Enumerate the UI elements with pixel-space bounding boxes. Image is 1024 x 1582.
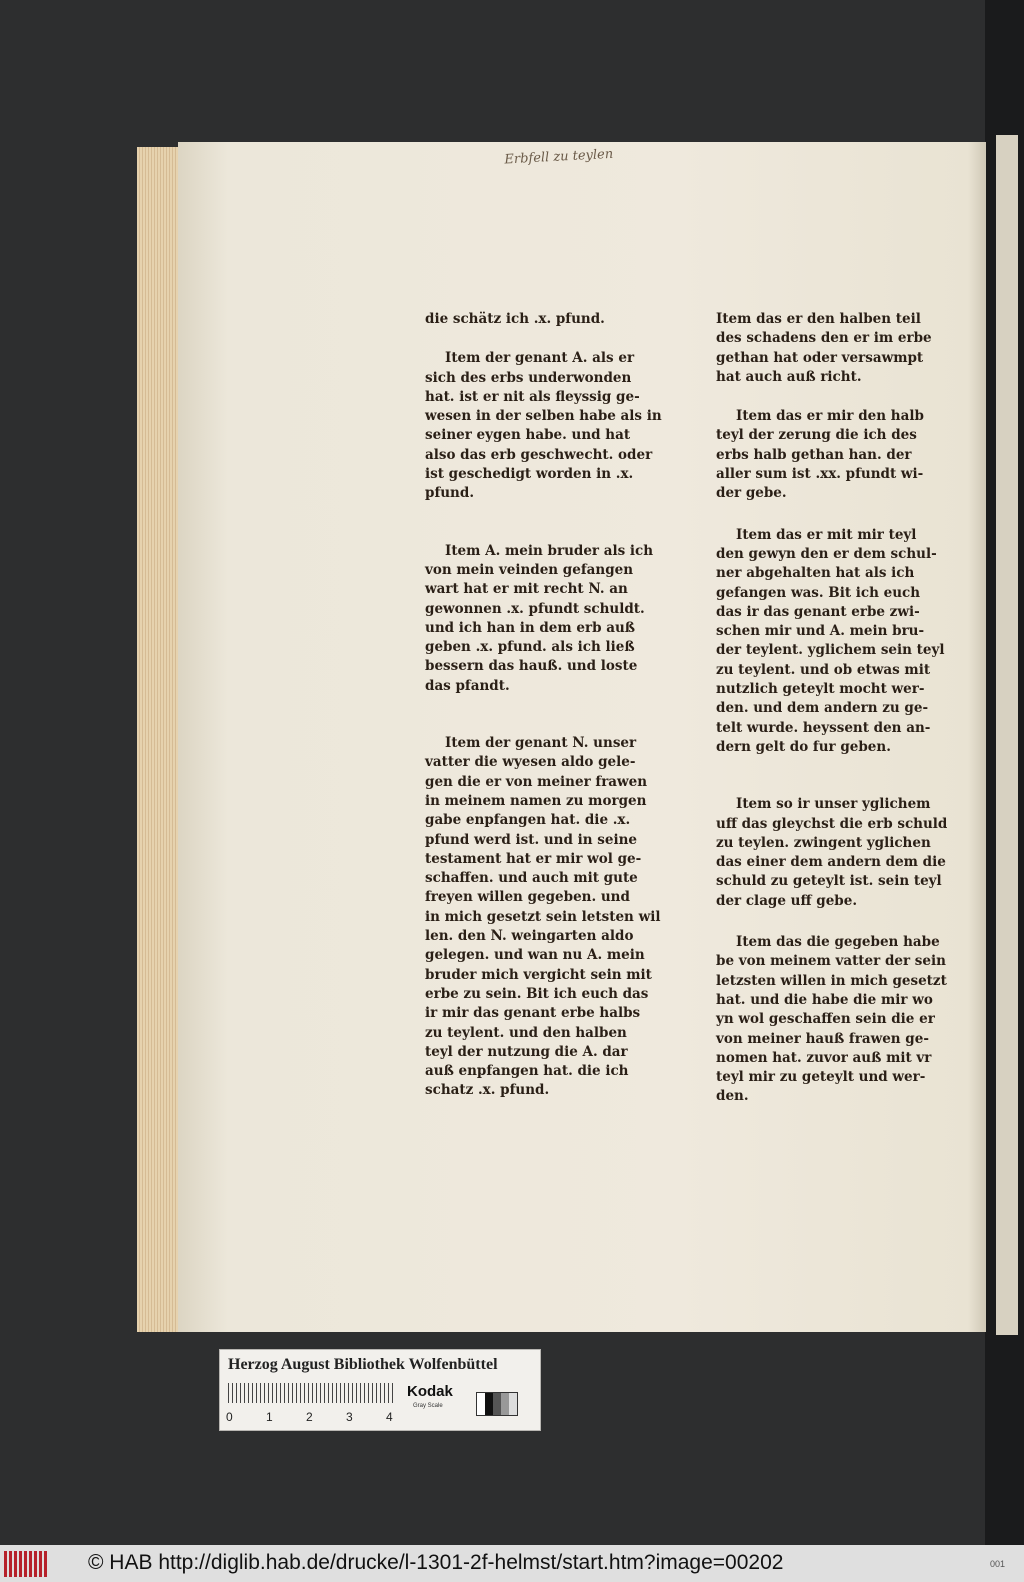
hab-logo-icon	[4, 1551, 48, 1577]
text-line: uff das gleychst die erb schuld	[716, 815, 948, 832]
text-line: wesen in der selben habe als in	[425, 408, 662, 425]
left-text-column	[425, 310, 660, 1123]
paragraph	[716, 407, 956, 503]
text-line: gen die er von meiner frawen	[425, 773, 648, 790]
text-line: von mein veinden gefangen	[425, 561, 634, 578]
text-line: ir mir das genant erbe halbs	[425, 1005, 641, 1022]
text-line: in mich gesetzt sein letsten wil	[425, 908, 661, 925]
text-line: ner abgehalten hat als ich	[716, 565, 915, 582]
text-line: hat auch auß richt.	[716, 368, 862, 385]
text-line: der teylent. yglichem sein teyl	[716, 642, 945, 659]
gray-scale-patch	[476, 1392, 518, 1416]
paragraph	[716, 526, 956, 758]
text-line: in meinem namen zu morgen	[425, 792, 647, 809]
text-line: Item der genant N. unser	[445, 735, 637, 752]
text-line: len. den N. weingarten aldo	[425, 928, 634, 945]
ruler-numbers	[226, 1410, 396, 1426]
text-line: also das erb geschwecht. oder	[425, 446, 653, 463]
text-line: sich des erbs underwonden	[425, 369, 632, 386]
text-line: schaffen. und auch mit gute	[425, 870, 638, 887]
kodak-subtitle: Gray Scale	[413, 1403, 443, 1409]
text-line: schen mir und A. mein bru-	[716, 623, 925, 640]
text-line: gethan hat oder versawmpt	[716, 349, 924, 366]
text-line: nutzlich geteylt mocht wer-	[716, 681, 925, 698]
text-line: bruder mich vergicht sein mit	[425, 966, 652, 983]
text-line: den. und dem andern zu ge-	[716, 700, 929, 717]
text-line: das einer dem andern dem die	[716, 854, 946, 871]
ruler-number: 3	[346, 1410, 353, 1424]
text-line: und ich han in dem erb auß	[425, 619, 636, 636]
text-line: gabe enpfangen hat. die .x.	[425, 812, 631, 829]
text-line: zu teylent. und ob etwas mit	[716, 661, 931, 678]
scale-ruler	[228, 1383, 393, 1403]
ruler-number: 1	[266, 1410, 273, 1424]
text-line: hat. und die habe die mir wo	[716, 991, 933, 1008]
text-line: be von meinem vatter der sein	[716, 953, 946, 970]
text-line: Item A. mein bruder als ich	[445, 542, 654, 559]
text-line: Item das er den halben teil	[716, 311, 921, 327]
text-line: ist geschedigt worden in .x.	[425, 466, 634, 483]
handwritten-annotation: Erbfell zu teylen	[504, 146, 614, 168]
text-line: zu teylent. und den halben	[425, 1024, 627, 1041]
color-target-card	[219, 1349, 541, 1431]
text-line: letzsten willen in mich gesetzt	[716, 972, 947, 989]
right-text-column	[716, 310, 956, 1129]
text-line: dern gelt do fur geben.	[716, 738, 891, 755]
text-line: schuld zu geteylt ist. sein teyl	[716, 873, 942, 890]
facing-page-edge	[996, 135, 1018, 1335]
text-line: erbs halb gethan han. der	[716, 446, 912, 463]
text-line: Item das er mit mir teyl	[736, 526, 917, 543]
text-line: der gebe.	[716, 485, 787, 502]
paragraph	[716, 933, 956, 1107]
text-line: aller sum ist .xx. pfundt wi-	[716, 466, 924, 483]
text-line: Item so ir unser yglichem	[736, 796, 931, 813]
text-line: zu teylen. zwingent yglichen	[716, 834, 931, 851]
text-line: von meiner hauß frawen ge-	[716, 1030, 929, 1047]
text-line: nomen hat. zuvor auß mit vr	[716, 1049, 932, 1066]
text-line: Item das die gegeben habe	[736, 934, 940, 951]
text-line: den.	[716, 1088, 749, 1105]
footer-mark: 001	[990, 1559, 1006, 1569]
library-name: Herzog August Bibliothek Wolfenbüttel	[228, 1356, 498, 1373]
text-line: geben .x. pfund. als ich ließ	[425, 639, 635, 656]
text-line: testament hat er mir wol ge-	[425, 850, 642, 867]
text-line: yn wol geschaffen sein die er	[716, 1011, 935, 1028]
text-line: freyen willen gegeben. und	[425, 889, 630, 906]
text-line: die schätz ich .x. pfund.	[425, 311, 605, 327]
kodak-logo: Kodak	[407, 1383, 453, 1400]
text-line: der clage uff gebe.	[716, 892, 858, 909]
text-line: telt wurde. heyssent den an-	[716, 719, 931, 736]
ruler-number: 0	[226, 1410, 233, 1424]
text-line: den gewyn den er dem schul-	[716, 545, 937, 562]
text-line: hat. ist er nit als fleyssig ge-	[425, 388, 640, 405]
footer-bar	[0, 1545, 1024, 1582]
text-line: teyl mir zu geteylt und wer-	[716, 1069, 926, 1086]
text-line: seiner eygen habe. und hat	[425, 427, 631, 444]
text-line: gewonnen .x. pfundt schuldt.	[425, 600, 645, 617]
text-line: des schadens den er im erbe	[716, 330, 932, 347]
footer-url-text[interactable]: © HAB http://diglib.hab.de/drucke/l-1301-2f-helmst/start.htm?image=00202	[88, 1551, 784, 1574]
text-line: schatz .x. pfund.	[425, 1082, 550, 1099]
text-line: Item der genant A. als er	[445, 350, 635, 367]
ruler-number: 2	[306, 1410, 313, 1424]
paragraph	[425, 310, 660, 329]
ruler-number: 4	[386, 1410, 393, 1424]
paragraph	[425, 734, 660, 1101]
text-line: teyl der zerung die ich des	[716, 427, 917, 444]
text-line: pfund werd ist. und in seine	[425, 831, 637, 848]
text-line: gelegen. und wan nu A. mein	[425, 947, 645, 964]
text-line: das ir das genant erbe zwi-	[716, 603, 920, 620]
text-line: Item das er mir den halb	[736, 408, 924, 425]
paragraph	[425, 349, 660, 503]
text-line: wart hat er mit recht N. an	[425, 581, 628, 598]
text-line: erbe zu sein. Bit ich euch das	[425, 985, 649, 1002]
paragraph	[425, 542, 660, 696]
text-line: bessern das hauß. und loste	[425, 658, 638, 675]
text-line: auß enpfangen hat. die ich	[425, 1063, 629, 1080]
paragraph	[716, 795, 956, 911]
paragraph	[716, 310, 956, 387]
text-line: gefangen was. Bit ich euch	[716, 584, 921, 601]
text-line: vatter die wyesen aldo gele-	[425, 754, 636, 771]
text-line: das pfandt.	[425, 677, 510, 694]
text-line: teyl der nutzung die A. dar	[425, 1043, 628, 1060]
text-line: pfund.	[425, 485, 475, 502]
